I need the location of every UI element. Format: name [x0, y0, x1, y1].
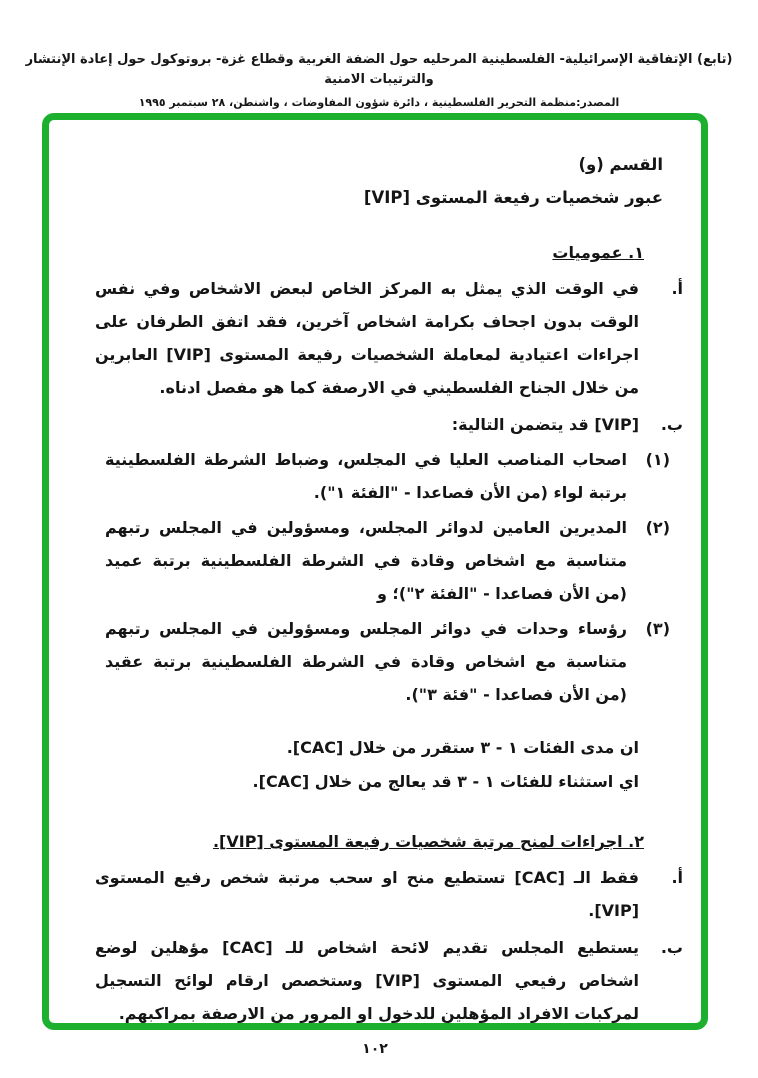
- page-number: ١٠٢: [362, 1041, 388, 1057]
- notes-block: [49, 731, 639, 799]
- sub-item-marker: (٣): [645, 619, 670, 638]
- list-item-text: [VIP] قد يتضمن التالية:: [451, 415, 639, 434]
- document-title-line: (تابع) الإتفاقية الإسرائيلية- الفلسطينية المرحليه حول الضفة الغربية وقطاع غزة- بروتوكول حول إعادة الإنتشار والترتيبات الامنية: [25, 52, 733, 87]
- section-2-heading: ٢. اجراءات لمنح مرتبة شخصيات رفيعة المستوى [VIP].: [212, 832, 644, 851]
- list-item-marker: ب.: [660, 415, 683, 434]
- sub-item-2: [105, 511, 670, 610]
- page-header: [12, 50, 746, 109]
- list-item-marker: ب.: [660, 938, 683, 957]
- list-item-a: [95, 861, 683, 927]
- list-item-a: [95, 272, 683, 404]
- list-item-b: [95, 931, 683, 1030]
- note-line: ان مدى الفئات ١ - ٣ ستقرر من خلال [CAC].: [286, 738, 639, 757]
- section-subject: عبور شخصيات رفيعة المستوى [VIP]: [363, 188, 663, 207]
- list-item-b: [95, 408, 683, 441]
- sub-item-marker: (١): [645, 450, 670, 469]
- sub-item-text: اصحاب المناصب العليا في المجلس، وضباط الشرطة الفلسطينية برتبة لواء (من الأن فصاعدا - "الفئة ١").: [105, 450, 627, 502]
- section-1-heading: ١. عموميات: [552, 243, 644, 262]
- note-line: اي استثناء للفئات ١ - ٣ قد يعالج من خلال [CAC].: [252, 772, 639, 791]
- title-block: [49, 148, 663, 214]
- document-body: [49, 120, 701, 1030]
- document-source-line: المصدر:منظمة التحرير الفلسطينية ، دائرة شؤون المفاوضات ، واشنطن، ٢٨ سبتمبر ١٩٩٥: [138, 96, 620, 109]
- list-item-marker: أ.: [671, 868, 683, 887]
- list-item-text: فقط الـ [CAC] تستطيع منح او سحب مرتبة شخص رفيع المستوى [VIP].: [95, 868, 639, 920]
- sub-item-marker: (٢): [645, 518, 670, 537]
- list-item-text: في الوقت الذي يمثل به المركز الخاص لبعض الاشخاص وفي نفس الوقت بدون اجحاف بكرامة اشخاص آخرين، فقد اتفق الطرفان على اجراءات اعتيادية لمعاملة الشخصيات رفيعة المستوى [VIP] العابرين من خلال الجناح الفلسطيني في الارصفة كما هو مفصل ادناه.: [95, 279, 639, 397]
- sub-item-3: [105, 612, 670, 711]
- list-item-text: يستطيع المجلس تقديم لائحة اشخاص للـ [CAC] مؤهلين لوضع اشخاص رفيعي المستوى [VIP] وستخصص ارقام لوائح التسجيل لمركبات الافراد المؤهلين للدخول او المرور من الارصفة بمراكبهم.: [95, 938, 640, 1023]
- list-item-marker: أ.: [671, 279, 683, 298]
- sub-item-1: [105, 443, 670, 509]
- section-2: [49, 803, 701, 1030]
- sub-item-text: المديرين العامين لدوائر المجلس، ومسؤولين في المجلس رتبهم متناسبة مع اشخاص وقادة في الشرطة الفلسطينية برتبة عميد (من الأن فصاعدا - "الفئة ٢")؛ و: [105, 518, 627, 603]
- sub-item-text: رؤساء وحدات في دوائر المجلس ومسؤولين في المجلس رتبهم متناسبة مع اشخاص وقادة في الشرطة الفلسطينية برتبة عقيد (من الأن فصاعدا - "فئة ٣").: [105, 619, 627, 704]
- section-label: القسم (و): [578, 155, 663, 174]
